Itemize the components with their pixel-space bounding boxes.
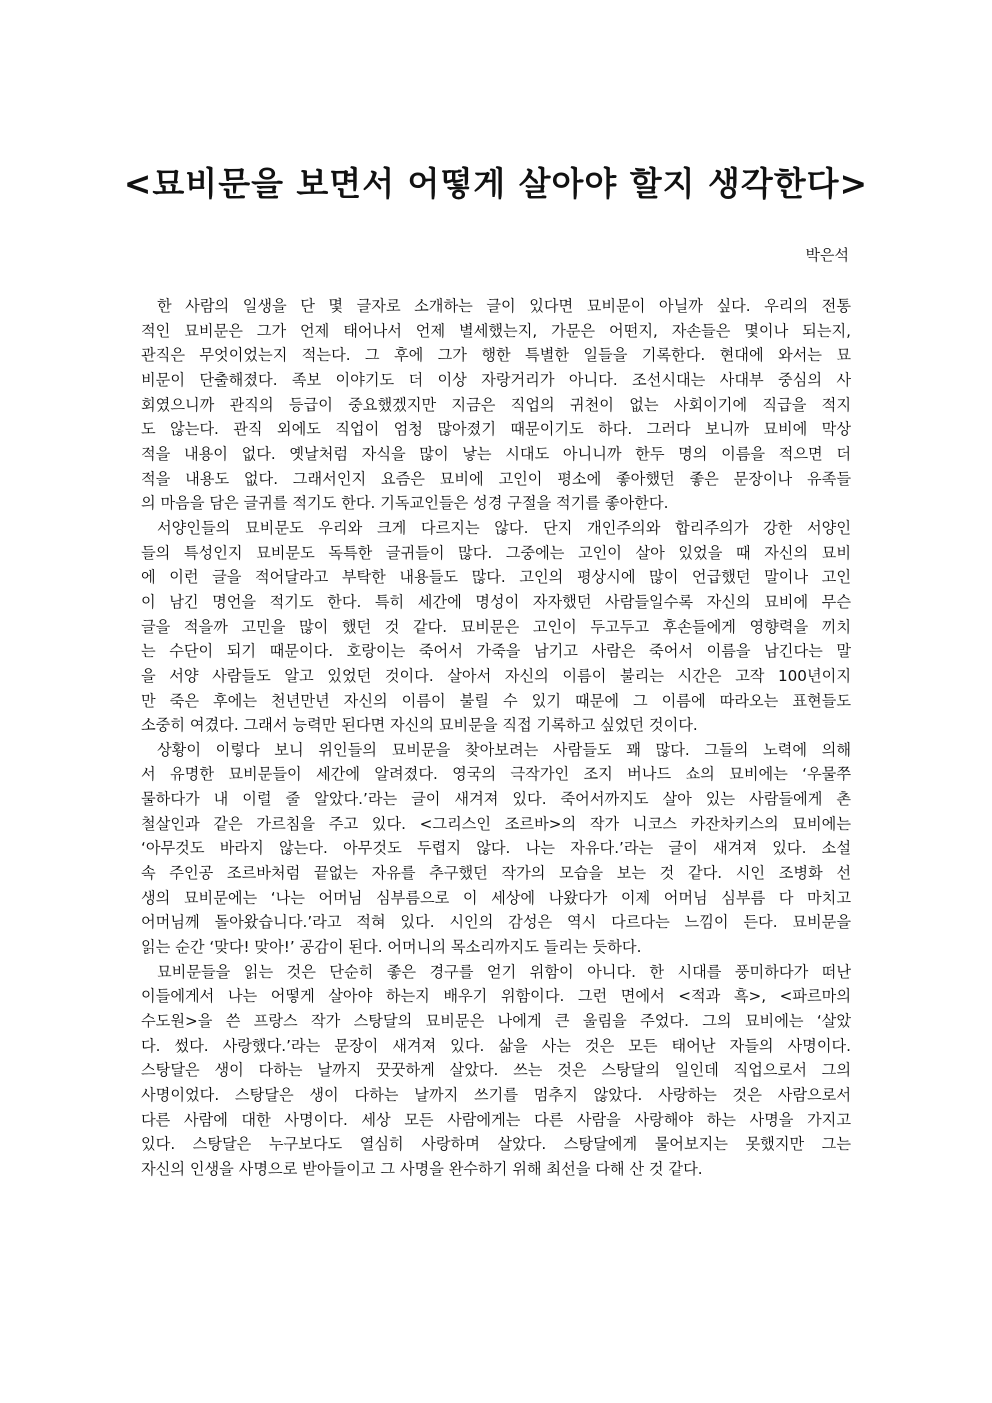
text-line: 도 않는다. 관직 외에도 직업이 엄청 많아졌기 때문이기도 하다. 그러다 보니까 묘비에 막상	[141, 420, 851, 439]
text-line: 비문이 단출해졌다. 족보 이야기도 더 이상 자랑거리가 아니다. 조선시대는 사대부 중심의 사	[141, 370, 851, 389]
text-line: 소중히 여겼다. 그래서 능력만 된다면 자신의 묘비문을 직접 기록하고 싶었던 것이다.	[141, 716, 698, 735]
text-line: 있다. 스탕달은 누구보다도 열심히 사랑하며 살았다. 스탕달에게 물어보지는 못했지만 그는	[141, 1135, 851, 1154]
text-line: 이 남긴 명언을 적기도 한다. 특히 세간에 명성이 자자했던 사람들일수록 자신의 묘비에 무슨	[141, 592, 851, 611]
text-line: 읽는 순간 ‘맞다! 맞아!’ 공감이 된다. 어머니의 목소리까지도 들리는 듯하다.	[141, 938, 642, 957]
document-title: <묘비문을 보면서 어떻게 살아야 할지 생각한다>	[123, 164, 869, 203]
text-line: 적을 내용도 없다. 그래서인지 요즘은 묘비에 고인이 평소에 좋아했던 좋은 문장이나 유족들	[141, 469, 851, 488]
text-line: 에 이런 글을 적어달라고 부탁한 내용들도 많다. 고인의 평상시에 많이 언급했던 말이나 고인	[141, 568, 851, 587]
author-name: 박은석	[805, 246, 849, 264]
paragraph	[141, 738, 851, 960]
text-line: 자신의 인생을 사명으로 받아들이고 그 사명을 완수하기 위해 최선을 다해 산 것 같다.	[141, 1159, 703, 1178]
text-line: 글을 적을까 고민을 많이 했던 것 같다. 묘비문은 고인이 두고두고 후손들에게 영향력을 끼치	[141, 617, 851, 636]
text-line: 적을 내용이 없다. 옛날처럼 자식을 많이 낳는 시대도 아니니까 한두 명의 이름을 적으면 더	[141, 444, 851, 463]
text-line: 사명이었다. 스탕달은 생이 다하는 날까지 쓰기를 멈추지 않았다. 사랑하는 것은 사람으로서	[141, 1086, 851, 1104]
text-line: 의 마음을 담은 글귀를 적기도 한다. 기독교인들은 성경 구절을 적기를 좋아한다.	[141, 494, 669, 513]
text-line: 을 서양 사람들도 알고 있었던 것이다. 살아서 자신의 이름이 불리는 시간은 고작 100년이지	[141, 666, 851, 685]
text-line: 다. 썼다. 사랑했다.’라는 문장이 새겨져 있다. 삶을 사는 것은 모든 태어난 자들의 사명이다.	[141, 1036, 851, 1055]
text-line: 속 주인공 조르바처럼 끝없는 자유를 추구했던 작가의 모습을 보는 것 같다. 시인 조병화 선	[141, 864, 851, 883]
text-line: 이들에게서 나는 어떻게 살아야 하는지 배우기 위함이다. 그런 면에서 <적과 흑>, <파르마의	[141, 987, 851, 1006]
text-line: 수도원>을 쓴 프랑스 작가 스탕달의 묘비문은 나에게 큰 울림을 주었다. 그의 묘비에는 ‘살았	[141, 1012, 851, 1031]
text-line: 는 수단이 되기 때문이다. 호랑이는 죽어서 가죽을 남기고 사람은 죽어서 이름을 남긴다는 말	[141, 642, 851, 661]
text-line: 물하다가 내 이럴 줄 알았다.’라는 글이 새겨져 있다. 죽어서까지도 살아 있는 사람들에게 촌	[141, 790, 851, 809]
text-line: 들의 특성인지 묘비문도 독특한 글귀들이 많다. 그중에는 고인이 살아 있었을 때 자신의 묘비	[141, 543, 851, 562]
paragraph	[141, 960, 851, 1182]
text-line: 서양인들의 묘비문도 우리와 크게 다르지는 않다. 단지 개인주의와 합리주의가 강한 서양인	[157, 518, 851, 537]
text-line: 관직은 무엇이었는지 적는다. 그 후에 그가 행한 특별한 일들을 기록한다. 현대에 와서는 묘	[141, 346, 851, 365]
text-line: 회였으니까 관직의 등급이 중요했겠지만 지금은 직업의 귀천이 없는 사회이기에 직급을 적지	[141, 395, 851, 414]
text-line: 한 사람의 일생을 단 몇 글자로 소개하는 글이 있다면 묘비문이 아닐까 싶다. 우리의 전통	[157, 297, 851, 315]
text-line: 적인 묘비문은 그가 언제 태어나서 언제 별세했는지, 가문은 어떤지, 자손들은 몇이나 되는지,	[141, 321, 851, 340]
text-line: 서 유명한 묘비문들이 세간에 알려졌다. 영국의 극작가인 조지 버나드 쇼의 묘비에는 ‘우물쭈	[141, 765, 851, 784]
text-line: 어머님께 돌아왔습니다.’라고 적혀 있다. 시인의 감성은 역시 다르다는 느낌이 든다. 묘비문을	[141, 913, 851, 932]
text-line: 묘비문들을 읽는 것은 단순히 좋은 경구를 얻기 위함이 아니다. 한 시대를 풍미하다가 떠난	[157, 962, 851, 981]
document-body	[141, 294, 851, 1182]
text-line: 상황이 이렇다 보니 위인들의 묘비문을 찾아보려는 사람들도 꽤 많다. 그들의 노력에 의해	[157, 740, 851, 759]
paragraph	[141, 294, 851, 516]
text-line: 스탕달은 생이 다하는 날까지 꿋꿋하게 살았다. 쓰는 것은 스탕달의 일인데 직업으로서 그의	[141, 1061, 851, 1080]
text-line: 만 죽은 후에는 천년만년 자신의 이름이 불릴 수 있기 때문에 그 이름에 따라오는 표현들도	[141, 691, 851, 710]
paragraph	[141, 516, 851, 738]
text-line: ‘아무것도 바라지 않는다. 아무것도 두렵지 않다. 나는 자유다.’라는 글이 새겨져 있다. 소설	[141, 839, 851, 858]
text-line: 생의 묘비문에는 ‘나는 어머님 심부름으로 이 세상에 나왔다가 이제 어머님 심부름 다 마치고	[141, 888, 851, 907]
text-line: 철살인과 같은 가르침을 주고 있다. <그리스인 조르바>의 작가 니코스 카잔차키스의 묘비에는	[141, 814, 851, 833]
text-line: 다른 사람에 대한 사명이다. 세상 모든 사람에게는 다른 사람을 사랑해야 하는 사명을 가지고	[141, 1110, 851, 1129]
